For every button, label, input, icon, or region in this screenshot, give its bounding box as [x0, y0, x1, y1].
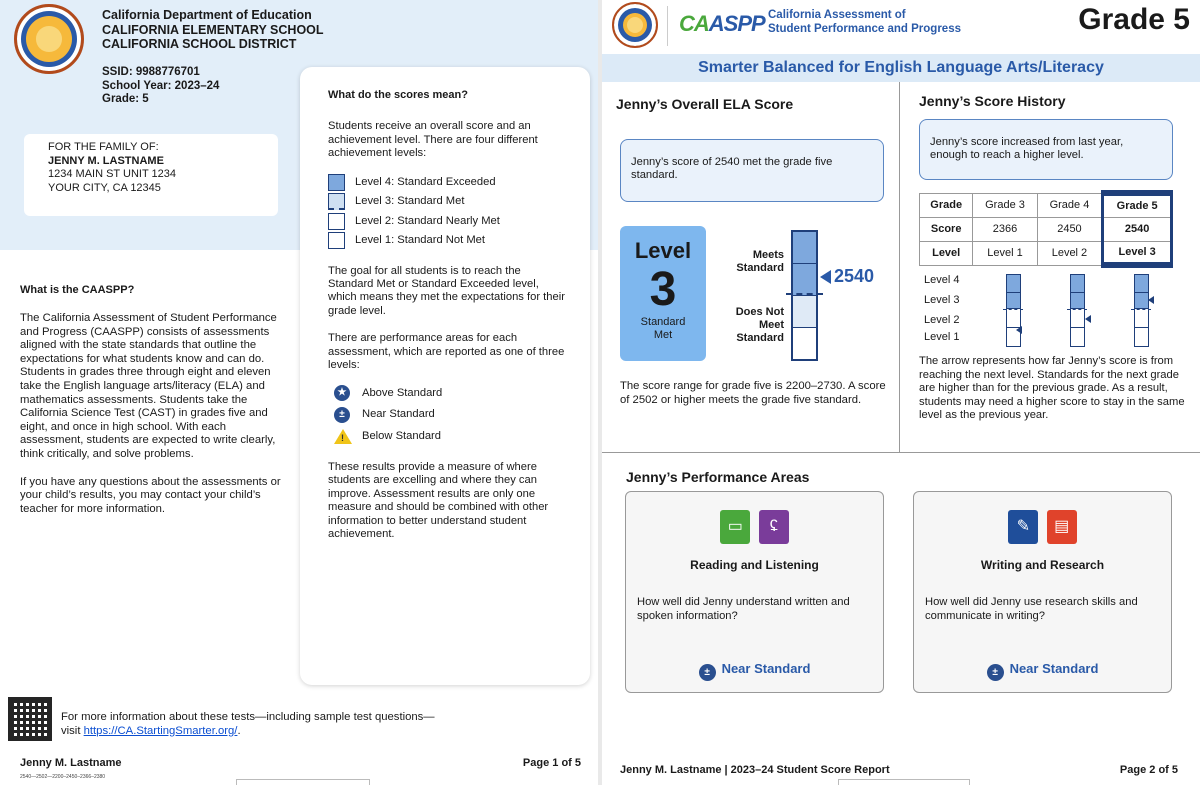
below-standard-row — [334, 425, 566, 447]
qr-code[interactable] — [8, 697, 52, 741]
perf-area-result-label: Near Standard — [1009, 661, 1099, 676]
bar-divider — [1135, 292, 1148, 293]
bar-level-1 — [793, 328, 816, 359]
near-standard-icon: ± — [699, 664, 716, 681]
level-number: 3 — [649, 263, 677, 316]
scores-intro: Students receive an overall score and an achievement level. There are four different achievement levels: — [328, 120, 538, 160]
page-2 — [602, 0, 1200, 785]
family-label: FOR THE FAMILY OF: — [48, 141, 159, 153]
school-year: School Year: 2023–24 — [102, 79, 220, 92]
level-3-row — [328, 192, 566, 212]
grade-5-history-bar — [1134, 274, 1149, 347]
book-icon: ▭ — [720, 510, 750, 544]
perf-area-reading — [625, 491, 884, 693]
perf-area-writing — [913, 491, 1172, 693]
area-levels-list — [328, 382, 566, 447]
above-standard-row — [334, 382, 566, 404]
score-history-table — [919, 190, 1173, 268]
level-word: Level — [634, 238, 692, 263]
level-4-bar — [328, 174, 345, 191]
below-standard-label: Below Standard — [362, 429, 441, 442]
above-standard-label: Above Standard — [362, 386, 443, 399]
standard-line — [1067, 309, 1087, 310]
ssid: SSID: 9988776701 — [102, 66, 200, 78]
perf-area-result — [626, 661, 883, 681]
horizontal-divider — [602, 452, 1200, 453]
level-2-label: Level 2: Standard Nearly Met — [355, 214, 500, 227]
overall-note: Jenny’s score of 2540 met the grade five standard. — [620, 139, 884, 202]
footer-tab — [838, 779, 970, 785]
footer-tab — [236, 779, 370, 785]
history-level-4-label: Level 4 — [924, 274, 960, 286]
goal-text: The goal for all students is to reach the Standard Met or Standard Exceeded level, which means they met the expectations for their grade level. — [328, 264, 565, 317]
table-row — [920, 193, 1172, 217]
near-standard-icon: ± — [987, 664, 1004, 681]
perf-area-title: Reading and Listening — [690, 558, 819, 572]
state-seal-logo — [612, 2, 658, 48]
logo-text-a: CA — [679, 11, 709, 36]
warning-icon: ! — [334, 429, 352, 444]
overall-heading: Jenny’s Overall ELA Score — [616, 96, 794, 112]
bar-divider — [1135, 327, 1148, 328]
more-info — [61, 711, 435, 738]
scores-explanation-card — [300, 67, 590, 685]
history-heading: Jenny’s Score History — [919, 93, 1066, 109]
grade-4-history-bar — [1070, 274, 1085, 347]
caaspp-logo — [679, 11, 765, 37]
level-4-row — [328, 173, 566, 193]
grade-3-arrow-icon — [1016, 326, 1022, 334]
score-bar — [791, 230, 818, 361]
logo-text-b: ASPP — [708, 11, 765, 36]
vertical-divider — [899, 82, 900, 452]
starting-smarter-link[interactable]: https://CA.StartingSmarter.org/ — [83, 724, 238, 737]
pencil-icon: ✎ — [1008, 510, 1038, 544]
caaspp-heading: What is the CAASPP? — [20, 284, 135, 296]
district-name: CALIFORNIA SCHOOL DISTRICT — [102, 37, 297, 51]
row-label-score: Score — [920, 217, 973, 241]
bar-divider — [1071, 292, 1084, 293]
link-tail: . — [237, 724, 241, 737]
cell-grade-4: Grade 4 — [1037, 193, 1103, 217]
standard-line — [1131, 309, 1151, 310]
table-row — [920, 217, 1172, 241]
caaspp-full-name — [768, 9, 961, 36]
score-value: 2540 — [834, 266, 875, 286]
level-description: Standard Met — [640, 316, 686, 341]
cell-score-4: 2450 — [1037, 217, 1103, 241]
history-note: Jenny’s score increased from last year, enough to reach a higher level. — [919, 119, 1173, 180]
grade-3-history-bar — [1006, 274, 1021, 347]
cell-grade-5: Grade 5 — [1103, 193, 1172, 217]
performance-heading: Jenny’s Performance Areas — [626, 469, 810, 485]
perf-area-result-label: Near Standard — [721, 661, 811, 676]
report-footer: Jenny M. Lastname | 2023–24 Student Score Report — [620, 764, 890, 776]
history-explanation: The arrow represents how far Jenny’s score is from reaching the next level. Standards for the next grade are higher than for the previous grade. As a result, students may need a higher score to stay in the same level as the previous year. — [919, 355, 1185, 421]
page-number: Page 2 of 5 — [1119, 764, 1178, 776]
results-text: These results provide a measure of where students are excelling and where they can improve. Assessment results are only one measure and should be combined with other information to better understand student achievement. — [328, 460, 549, 540]
meets-standard-label: Meets Standard — [736, 249, 784, 274]
visit-word: visit — [61, 724, 84, 737]
footer-name: Jenny M. Lastname — [20, 757, 122, 769]
writing-icons — [914, 510, 1171, 544]
bar-divider — [1007, 292, 1020, 293]
caaspp-paragraph-2: If you have any questions about the assessments or your child’s results, you may contact your child’s teacher for more information. — [20, 475, 281, 515]
level-1-label: Level 1: Standard Not Met — [355, 234, 485, 247]
grade-5-arrow-icon — [1148, 296, 1154, 304]
level-2-row — [328, 212, 566, 232]
cell-level-4: Level 2 — [1037, 241, 1103, 265]
cell-level-3: Level 1 — [973, 241, 1037, 265]
near-standard-label: Near Standard — [362, 408, 435, 421]
levels-list — [328, 173, 566, 251]
cell-grade-3: Grade 3 — [973, 193, 1037, 217]
page-number: Page 1 of 5 — [522, 757, 581, 769]
grade: Grade: 5 — [102, 93, 149, 105]
department-name: California Department of Education — [102, 8, 312, 22]
subject-banner: Smarter Balanced for English Language Arts/Literacy — [602, 54, 1200, 82]
ear-icon: ʢ — [759, 510, 789, 544]
cell-score-3: 2366 — [973, 217, 1037, 241]
grade-4-arrow-icon — [1085, 315, 1091, 323]
school-header — [102, 8, 324, 52]
student-info — [102, 66, 219, 107]
history-level-1-label: Level 1 — [924, 331, 960, 343]
level-1-row — [328, 231, 566, 251]
level-2-bar — [328, 213, 345, 230]
grade-title: Grade 5 — [1078, 3, 1190, 36]
star-icon: ★ — [334, 385, 350, 401]
reading-icons — [626, 510, 883, 544]
address-line-1: 1234 MAIN ST UNIT 1234 — [48, 168, 176, 180]
near-standard-icon: ± — [334, 407, 350, 423]
cell-level-5: Level 3 — [1103, 241, 1172, 265]
bar-level-2 — [793, 296, 816, 328]
not-meet-standard-label: Does Not Meet Standard — [735, 306, 784, 344]
header-divider — [667, 6, 668, 46]
level-badge — [620, 226, 706, 361]
row-label-level: Level — [920, 241, 973, 265]
school-name: CALIFORNIA ELEMENTARY SCHOOL — [102, 22, 324, 37]
history-level-3-label: Level 3 — [924, 294, 960, 306]
level-3-bar — [328, 193, 345, 210]
cell-score-5: 2540 — [1103, 217, 1172, 241]
score-arrow-icon — [820, 270, 831, 284]
bar-level-4 — [793, 232, 816, 264]
perf-area-title: Writing and Research — [980, 558, 1105, 572]
page-1 — [0, 0, 598, 785]
more-info-text: For more information about these tests—including sample test questions— — [61, 711, 435, 723]
history-level-2-label: Level 2 — [924, 314, 960, 326]
scores-heading: What do the scores mean? — [328, 89, 468, 101]
perf-area-question: How well did Jenny understand written and spoken information? — [637, 596, 850, 622]
table-row — [920, 241, 1172, 265]
state-seal-logo — [14, 4, 84, 74]
perf-area-question: How well did Jenny use research skills and communicate in writing? — [925, 596, 1138, 622]
score-range-text: The score range for grade five is 2200–2730. A score of 2502 or higher meets the grade five standard. — [620, 380, 886, 406]
standard-line — [1003, 309, 1023, 310]
level-1-bar — [328, 232, 345, 249]
level-3-label: Level 3: Standard Met — [355, 195, 465, 208]
near-standard-row — [334, 404, 566, 426]
address-line-2: YOUR CITY, CA 12345 — [48, 181, 161, 194]
footer-code: 2540—2502—2200–2450–2366–2380 — [20, 774, 106, 780]
bar-level-3 — [793, 264, 816, 296]
caaspp-name-line-1: California Assessment of — [768, 9, 906, 21]
caaspp-paragraph-1: The California Assessment of Student Performance and Progress (CAASPP) consists of assessments aligned with the state standards that outline the expectations for what students know and can do. Students in grades three through eight and eleven take the English language arts/literacy (ELA) and mathematics assessments. Students take the California Science Test (CAST) in grades five and eight, and once in high school. With each assessment, students are expected to write clearly, think critically, and solve problems. — [20, 312, 277, 460]
row-label-grade: Grade — [920, 193, 973, 217]
areas-text: There are performance areas for each assessment, which are reported as one of three levels: — [328, 332, 565, 372]
address-box — [24, 134, 278, 216]
caaspp-name-line-2: Student Performance and Progress — [768, 22, 961, 35]
level-4-label: Level 4: Standard Exceeded — [355, 175, 496, 188]
bar-divider — [1071, 327, 1084, 328]
perf-area-result — [914, 661, 1171, 681]
research-icon: ▤ — [1047, 510, 1077, 544]
caaspp-text — [20, 312, 290, 516]
family-name: JENNY M. LASTNAME — [48, 154, 164, 167]
standard-line — [786, 293, 823, 295]
